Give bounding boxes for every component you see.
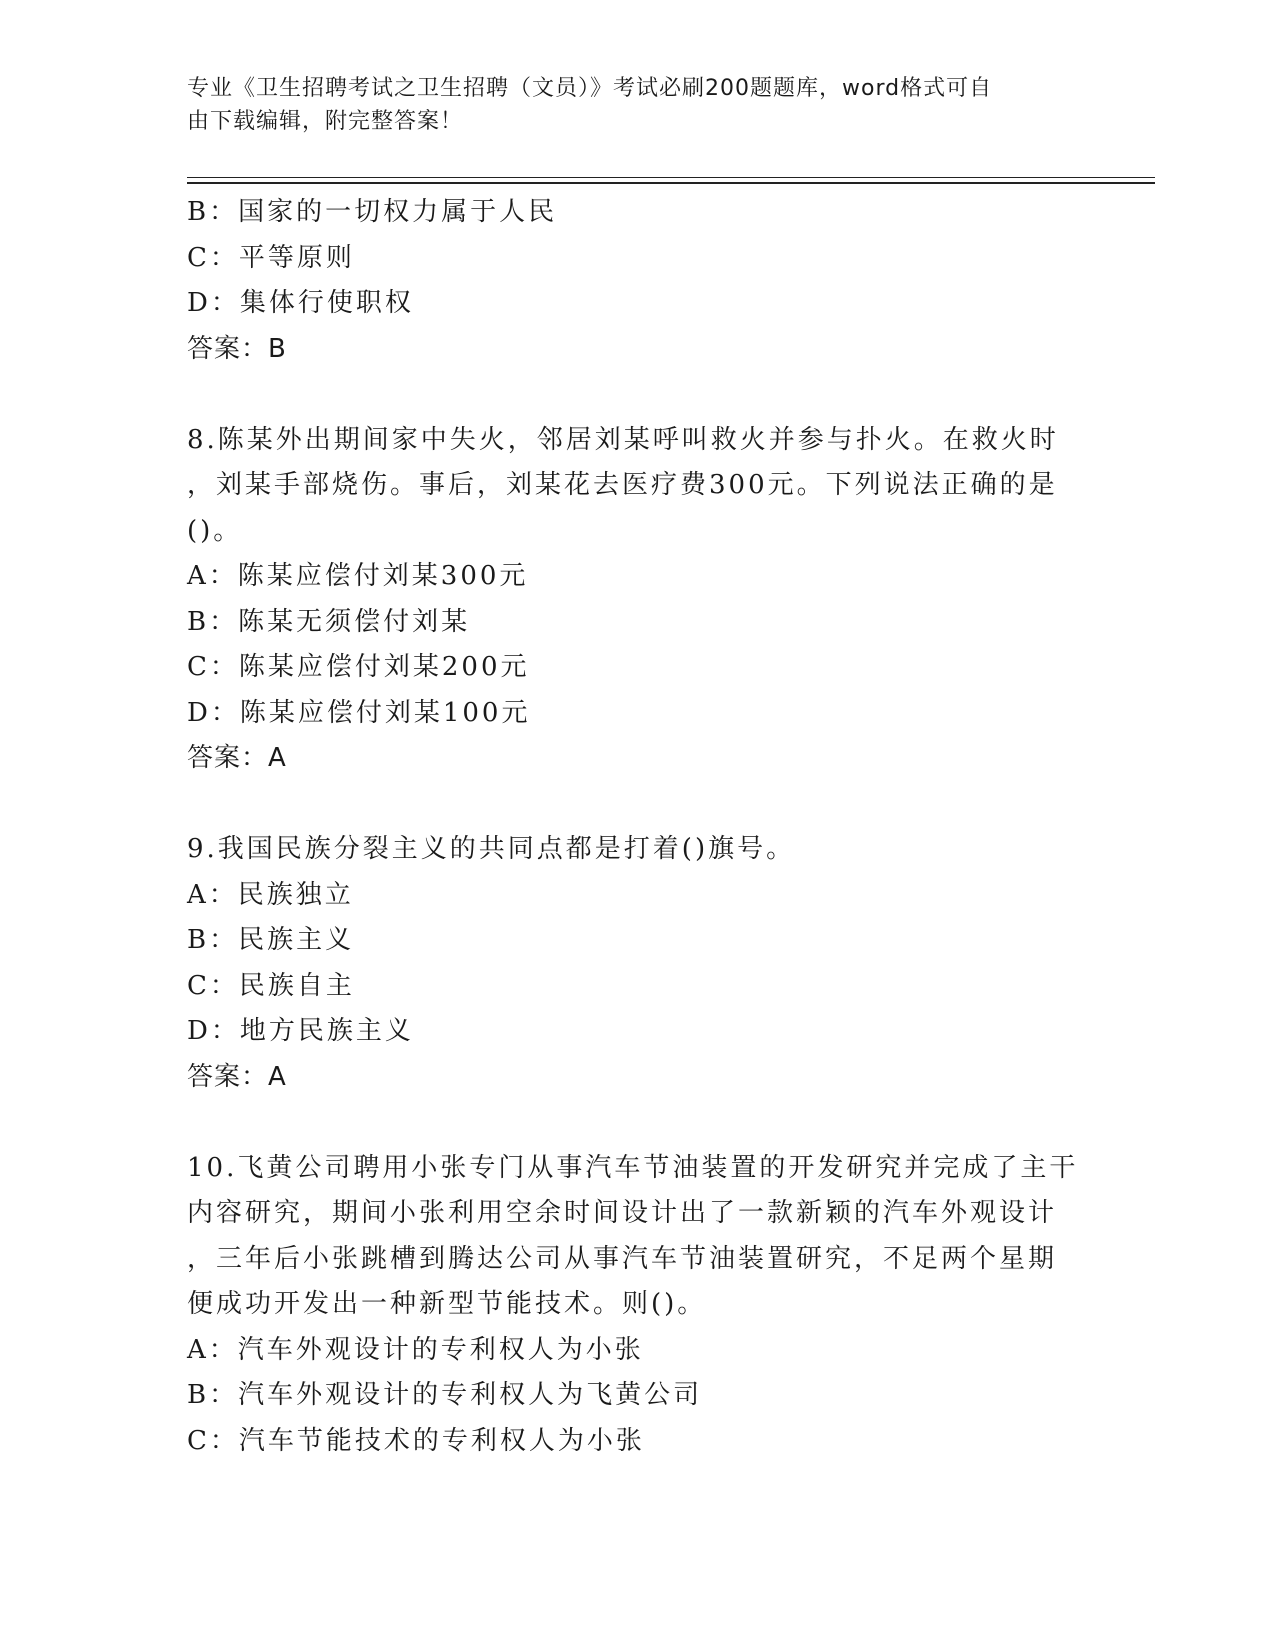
question-8 — [187, 418, 1087, 782]
question-text-line-3: ()。 — [187, 515, 243, 546]
question-10 — [187, 1146, 1087, 1465]
header-line-1: 专业《卫生招聘考试之卫生招聘（文员）》考试必刷200题题库，word格式可自 — [187, 76, 993, 101]
option-c: C：陈某应偿付刘某200元 — [187, 652, 530, 682]
option-c: C：汽车节能技术的专利权人为小张 — [187, 1425, 645, 1456]
spacer — [187, 1100, 1087, 1146]
option-b: B：民族主义 — [187, 925, 355, 955]
question-text-line-2: ，刘某手部烧伤。事后，刘某花去医疗费300元。下列说法正确的是 — [187, 470, 1058, 500]
option-d: D：地方民族主义 — [187, 1016, 414, 1046]
header-line-2: 由下载编辑，附完整答案！ — [187, 109, 464, 134]
question-text-line-3: ，三年后小张跳槽到腾达公司从事汽车节油装置研究，不足两个星期 — [187, 1243, 1058, 1274]
option-c: C：平等原则 — [187, 242, 355, 273]
option-a: A：民族独立 — [187, 879, 354, 910]
question-text-line-1: 8.陈某外出期间家中失火，邻居刘某呼叫救火并参与扑火。在救火时 — [187, 424, 1059, 455]
document-body — [187, 190, 1087, 1464]
option-a: A：陈某应偿付刘某300元 — [187, 561, 529, 591]
question-text-line-2: 内容研究，期间小张利用空余时间设计出了一款新颖的汽车外观设计 — [187, 1198, 1058, 1228]
spacer — [187, 372, 1087, 418]
answer: 答案：A — [187, 1061, 287, 1092]
question-9 — [187, 827, 1087, 1100]
header-divider-thick — [187, 182, 1155, 184]
option-d: D：集体行使职权 — [187, 288, 414, 318]
option-a: A：汽车外观设计的专利权人为小张 — [187, 1334, 644, 1365]
option-c: C：民族自主 — [187, 970, 355, 1001]
option-b: B：汽车外观设计的专利权人为飞黄公司 — [187, 1380, 703, 1410]
spacer — [187, 782, 1087, 828]
question-7 — [187, 190, 1087, 372]
question-text-line-1: 10.飞黄公司聘用小张专门从事汽车节油装置的开发研究并完成了主干 — [187, 1152, 1079, 1183]
option-b: B：国家的一切权力属于人民 — [187, 197, 558, 227]
header-divider-thin — [187, 177, 1155, 178]
answer: 答案：B — [187, 333, 287, 364]
option-d: D：陈某应偿付刘某100元 — [187, 697, 531, 728]
document-header — [187, 72, 1067, 138]
option-b: B：陈某无须偿付刘某 — [187, 606, 471, 637]
question-text-line-4: 便成功开发出一种新型节能技术。则()。 — [187, 1289, 707, 1319]
question-text-line-1: 9.我国民族分裂主义的共同点都是打着()旗号。 — [187, 834, 796, 864]
answer: 答案：A — [187, 743, 287, 773]
